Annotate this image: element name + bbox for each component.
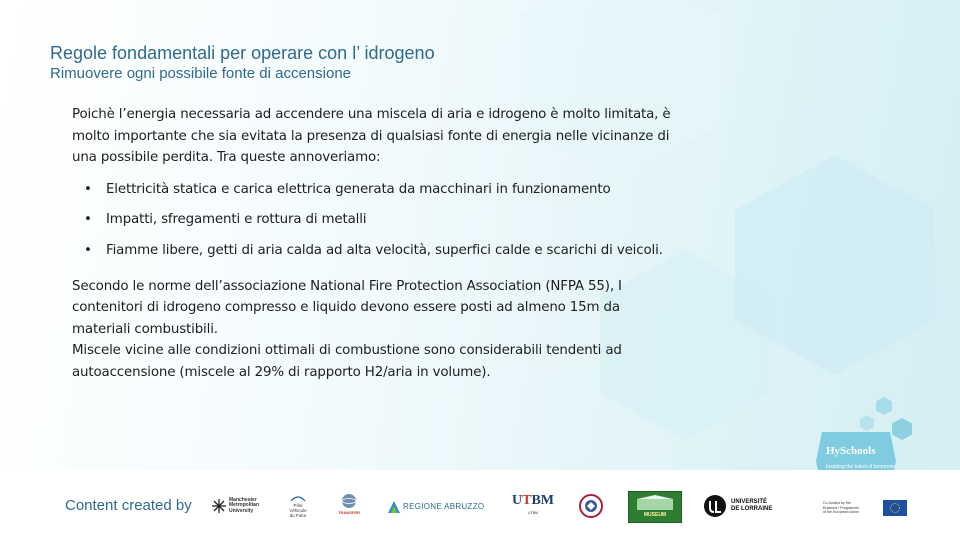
logo-mmu-mark (212, 499, 226, 513)
hexagon-decoration-small-3 (860, 415, 874, 431)
slide-body (72, 104, 672, 383)
logo-text: University (229, 507, 254, 514)
logo-regione-abruzzo (388, 498, 488, 516)
logo-erasmus (823, 497, 907, 519)
slide-title: Regole fondamentali per operare con l’ idrogeno (50, 43, 435, 63)
list-item (72, 179, 672, 201)
bullet-list (72, 179, 672, 267)
bullet-text: Impatti, sfregamenti e rottura di metalli (106, 212, 367, 227)
bullet-text: Elettricità statica e carica elettrica generata da macchinari in funzionamento (106, 181, 611, 197)
globe-icon (341, 493, 357, 509)
bullet-text: Fiamme libere, getti di aria calda ad alta velocità, superfici calde e scarichi di veicoli. (106, 242, 663, 258)
logo-text: Pôle (293, 502, 303, 508)
logo-text: Metropolitan (229, 502, 259, 509)
logo-text: MUSEUM (643, 512, 667, 518)
list-item (72, 209, 672, 231)
list-item (72, 235, 672, 267)
logo-manchester-metropolitan (212, 493, 270, 519)
logo-museum (628, 491, 682, 523)
hyschools-name: HySchools (826, 445, 876, 457)
logo-transfer (330, 490, 368, 520)
logo-text: UNIVERSITÉ (731, 499, 768, 505)
logo-pvf-mark (290, 495, 306, 503)
logo-text: UTBM (528, 511, 538, 515)
autoignition-paragraph: Miscele vicine alle condizioni ottimali di combustione sono considerabili tendenti ad autoaccensione (miscele al 29% di rapporto H2/aria in volume). (72, 343, 622, 380)
bullet-glyph: • (84, 242, 92, 258)
logo-abruzzo-mark (388, 501, 400, 513)
logo-text: TRANSFER (338, 510, 360, 515)
hyschools-tagline: Inspiring the talent of tomorrow (826, 464, 895, 470)
logo-utbm (511, 490, 555, 520)
bullet-glyph: • (84, 212, 92, 227)
content-credit: Content created by (65, 497, 192, 514)
logo-text: DE LORRAINE (731, 506, 773, 512)
nfpa-paragraph: Secondo le norme dell’associazione National Fire Protection Association (NFPA 55), I contenitori di idrogeno compresso e liquido devono essere posti ad almeno 15m da materiali combustibili. (72, 278, 622, 337)
hexagon-decoration-right (735, 155, 935, 375)
logo-text: Co-funded by the (823, 501, 851, 506)
intro-paragraph: Poichè l’energia necessaria ad accendere una miscela di aria e idrogeno è molto limitata, è molto importante che sia evitata la presenza di qualsiasi fonte di energia nelle vicinanze di una possibile perdita. Tra queste annoveriamo: (72, 107, 671, 165)
logo-text: REGIONE ABRUZZO (403, 502, 485, 511)
logo-text: of the European Union (823, 510, 859, 515)
bullet-glyph: • (84, 181, 92, 197)
logo-pole-vehicule (283, 491, 313, 521)
logo-text: du Futur (289, 512, 307, 518)
logo-sapienza (578, 493, 604, 519)
logo-text: Manchester (229, 496, 257, 503)
hexagon-decoration-small-1 (876, 397, 892, 415)
logo-ul-mark (703, 494, 727, 518)
logo-text: Erasmus+ Programme (823, 505, 860, 510)
seal-icon (579, 494, 603, 518)
logo-text: Véhicule (289, 507, 307, 513)
logo-universite-lorraine (703, 493, 775, 519)
logo-utbm-mark: UTBM (511, 493, 555, 508)
building-icon (635, 495, 675, 511)
slide-subtitle: Rimuovere ogni possibile fonte di accensione (50, 65, 352, 82)
eu-flag-icon (883, 500, 907, 516)
